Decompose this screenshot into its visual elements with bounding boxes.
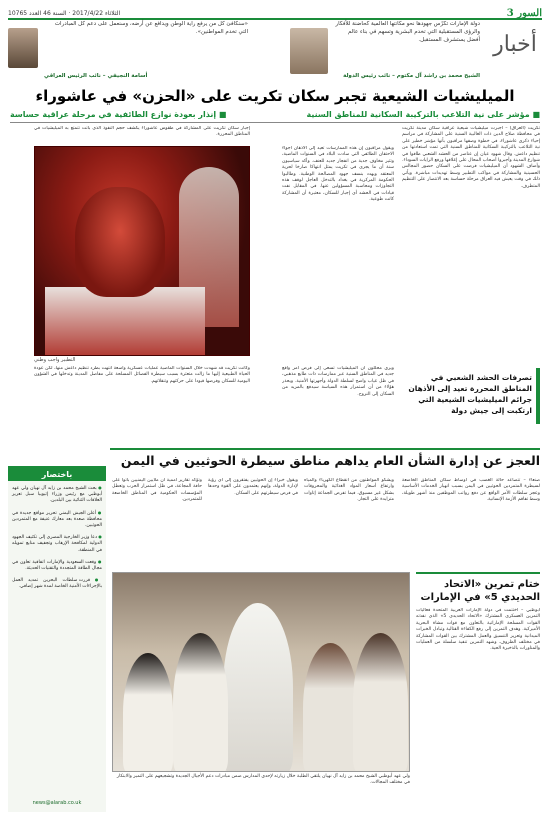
- news-photo-2: [112, 572, 410, 772]
- photo-figure: [123, 653, 173, 772]
- main-headline: الميليشيات الشيعية تجبر سكان تكريت على «الحزن» في عاشوراء: [35, 87, 515, 105]
- list-item: ● بحث الشيخ محمد بن زايد آل نهيان ولي عهد أبوظبي مع رئيس وزراء إثيوبيا سبل تعزيز العلاقات الثنائية بين البلدين.: [12, 485, 102, 505]
- newspaper-logo: السور 3: [506, 7, 542, 19]
- article-column: أبوظبي – اختتمت في دولة الإمارات العربية المتحدة فعاليات التمرين العسكري المشترك «الاتحاد الحديدي 5» الذي نفذته القوات المسلحة الإماراتية بالتعاون مع قوات مشاة البحرية الأميركية. وهدف التمرين إلى رفع الكفاءة القتالية وتبادل الخبرات الميدانية وتعزيز التنسيق والعمل المشترك بين القوات المشاركة في مختلف الظروف. وشهد التمرين تنفيذ سلسلة من العمليات والمناورات بالذخيرة الحية.: [416, 608, 540, 652]
- article-column: ويقول مراقبون إن هذه الممارسات تعيد إلى الأذهان أجواء الاحتقان الطائفي التي سادت البلاد في السنوات الماضية، وتثير مخاوف جدية من انفجار جديد للعنف. وأكد سياسيون سنة أن ما يجري في تكريت يمثل انتهاكا صارخا لحرية المعتقد ويهدد بنسف جهود المصالحة الوطنية. وطالبوا الحكومة المركزية في بغداد بالتدخل العاجل لوقف هذه التجاوزات ومحاسبة المسؤولين عنها. في المقابل نفت قيادات في الحشد أي إجبار للسكان، معتبرة أن المشاركة كانت طوعية.: [282, 146, 394, 203]
- article-column: ويرى محللون أن الميليشيات تسعى إلى فرض أمر واقع جديد في المناطق السنية عبر ممارسات ذات طابع مذهبي، في ظل غياب واضح لسلطة الدولة وأجهزتها الأمنية. ويحذر هؤلاء من أن استمرار هذه السياسة سيدفع بالمزيد من السكان إلى النزوح.: [282, 366, 394, 397]
- featured-quote-vp: [290, 20, 480, 80]
- photo-figure: [45, 287, 205, 356]
- article-column: تكريت (العراق) – أجبرت ميليشيات شيعية عراقية سكان مدينة تكريت في محافظة صلاح الدين ذات الغالبية السنية على المشاركة في مراسم إحياء ذكرى عاشوراء، في خطوة وصفها مراقبون بأنها مؤشر خطير على نية التلاعب بالتركيبة السكانية للمناطق السنية التي تمت استعادتها من تنظيم داعش. وقال شهود عيان إن عناصر من الحشد الشعبي طافوا في شوارع المدينة وأجبروا أصحاب المحال على إغلاقها ورفع الرايات السوداء. وأضاف الشهود أن الميليشيات فرضت على السكان حضور المجالس الحسينية والمشاركة في مواكب التطبير وسط تهديدات مباشرة. ويأتي ذلك في وقت يعيش فيه العراق مرحلة حساسة بعد الانتصار على التنظيم المتطرف.: [402, 126, 540, 189]
- portrait-image: [290, 28, 328, 74]
- contact-email[interactable]: news@alarab.co.uk: [32, 800, 82, 806]
- second-headline: العجز عن إدارة الشأن العام يداهم مناطق سيطرة الحوثيين في اليمن: [120, 453, 540, 468]
- list-item: ● دعا وزير الخارجية المصري إلى تكثيف الجهود الدولية لمكافحة الإرهاب وتجفيف منابع تمويله في المنطقة.: [12, 534, 102, 554]
- article-column: وكانت تكريت قد شهدت خلال السنوات الماضية عمليات عسكرية واسعة انتهت بطرد تنظيم داعش منها، لكن عودة الحياة الطبيعية إليها ما زالت متعثرة بسبب سيطرة الفصائل المسلحة على مفاصل المدينة وتدخلها في الشؤون اليومية للسكان وفرضها قيودا على حركتهم وتنقلاتهم.: [34, 366, 250, 384]
- article-column: صنعاء – تتصاعد حالة الغضب في أوساط سكان المناطق الخاضعة لسيطرة المتمردين الحوثيين في اليمن بسبب انهيار الخدمات الأساسية وعجز سلطات الأمر الواقع عن دفع رواتب الموظفين منذ أشهر طويلة، وسط تفاقم الأزمة الإنسانية.: [402, 478, 540, 503]
- emirates-headline: ختام تمرين «الاتحاد الحديدي 5» في الإمارات: [416, 572, 540, 604]
- list-item: ● وقعت السعودية والإمارات اتفاقية تعاون في مجال الطاقة المتجددة والتقنيات الحديثة.: [12, 559, 102, 572]
- subhead-right: ■ مؤشر على نية التلاعب بالتركيبة السكانية للمناطق السنية: [307, 110, 541, 119]
- masthead: [8, 8, 542, 20]
- main-photo: [34, 146, 250, 356]
- sidebar-tag: باختصار: [8, 468, 106, 481]
- photo-figure: [353, 633, 408, 772]
- quote-author: الشيخ محمد بن راشد آل مكتوم – نائب رئيس الدولة: [343, 73, 480, 79]
- issue-date: الثلاثاء 2017/4/22 · السنة 46 العدد 10765: [8, 9, 121, 17]
- portrait-image: [8, 28, 38, 68]
- highlight-text: تصرفات الحشد الشعبي في المناطق المحررة تعيد إلى الأذهان جرائم الميليشيات الشيعية التي ارتكبت إلى جيش دولة: [408, 373, 532, 415]
- article-column: وتؤكد تقارير أممية أن ملايين اليمنيين باتوا على حافة المجاعة، في ظل استمرار الحرب وتعطل المؤسسات الحكومية في المناطق الخاضعة للمتمردين.: [112, 478, 202, 503]
- divider: [10, 122, 540, 123]
- photo-caption: ولي عهد أبوظبي الشيخ محمد بن زايد آل نهيان يلتقي الطلبة خلال زيارته لإحدى المدارس ضمن مبادرات دعم الأجيال الجديدة وتشجيعهم على التميز والابتكار في مختلف المجالات.: [116, 774, 410, 785]
- featured-quote-2: [8, 20, 248, 80]
- quote-text: «سنكافئ كل من يرفع راية الوطن ويدافع عن أرضه، وسنعمل على دعم كل المبادرات التي تخدم المواطنين».: [54, 21, 248, 35]
- divider: [110, 448, 540, 450]
- photo-figure: [75, 187, 165, 297]
- section-label: أخبار: [493, 32, 537, 57]
- photo-figure: [303, 643, 358, 772]
- accent-bar: [536, 368, 540, 424]
- emirates-story: [416, 572, 540, 812]
- photo-figure: [173, 633, 228, 772]
- article-column: ويقول خبراء إن الحوثيين يفتقرون إلى أي رؤية لإدارة الدولة، وإنهم يعتمدون على القوة وحدها في فرض سيطرتهم على السكان.: [208, 478, 298, 496]
- article-lead: إجبار سكان تكريت على المشاركة في طقوس عاشوراء يكشف حجم النفوذ الذي باتت تتمتع به الميليشيات في المناطق المحررة.: [34, 126, 250, 138]
- highlight-box: [402, 368, 540, 428]
- quote-text: دولة الإمارات تكرّس جهودها نحو مكانتها العالمية كحاضنة للأفكار والرؤى المستقبلية التي تخدم البشرية وتسهم في بناء عالم أفضل يستشرف المستقبل.: [335, 21, 480, 43]
- photo-figure: [223, 603, 293, 772]
- brief-list: [8, 481, 106, 600]
- subheadlines: [10, 110, 540, 119]
- list-item: ● قررت سلطات البحرين تمديد العمل بالإجراءات الأمنية الخاصة لمدة شهر إضافي.: [12, 577, 102, 590]
- brief-news-sidebar: [8, 466, 106, 812]
- photo-caption: التطبير واجب وطني: [34, 357, 76, 363]
- list-item: ● أعلن الجيش اليمني تحرير مواقع جديدة في محافظة صعدة بعد معارك عنيفة مع المتمردين الحوثيين.: [12, 510, 102, 530]
- article-column: ويشكو المواطنون من انقطاع الكهرباء والمياه وارتفاع أسعار المواد الغذائية والمحروقات بشكل غير مسبوق، فيما تفرض الجماعة إتاوات متزايدة على التجار.: [304, 478, 394, 503]
- quote-author: أسامة النجيفي – نائب الرئيس العراقي: [44, 73, 148, 79]
- subhead-left: ■ إنذار بعودة نوازع الطائفية في مرحلة عراقية حساسة: [10, 110, 226, 119]
